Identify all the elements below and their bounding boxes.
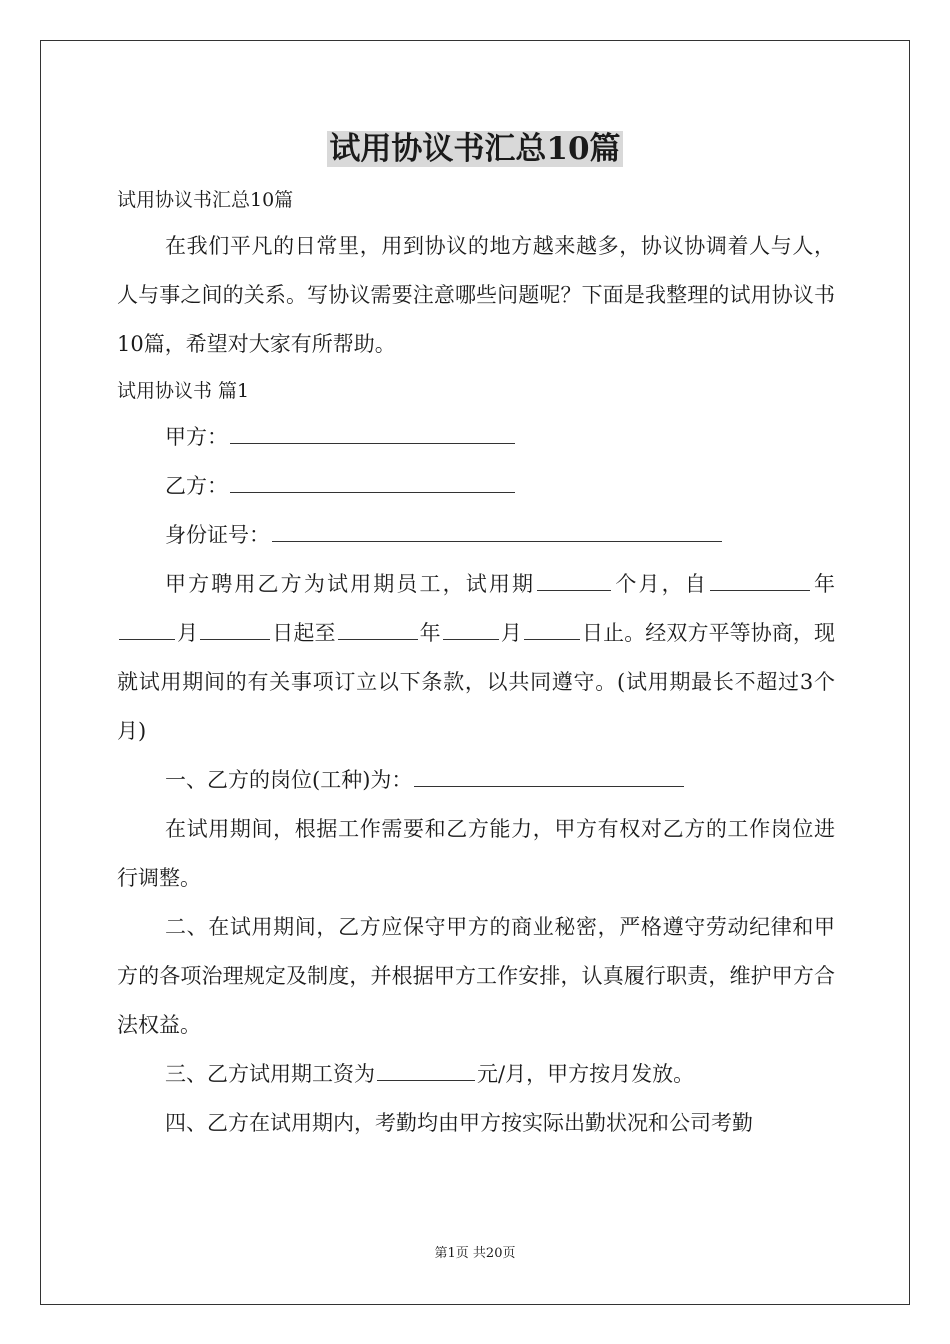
clause-3-line	[117, 1050, 835, 1099]
clause-4-paragraph: 四、乙方在试用期内，考勤均由甲方按实际出勤状况和公司考勤	[165, 1111, 753, 1135]
clause-2-paragraph: 二、在试用期间，乙方应保守甲方的商业秘密，严格遵守劳动纪律和甲方的各项治理规定及制度，并根据甲方工作安排，认真履行职责，维护甲方合法权益。	[117, 915, 835, 1037]
page-number: 第1页 共20页	[434, 1246, 516, 1261]
trial-months-field[interactable]	[537, 568, 611, 591]
position-field[interactable]	[414, 764, 684, 787]
start-year-field[interactable]	[710, 568, 810, 591]
section-heading: 试用协议书 篇1	[117, 380, 250, 402]
end-day-field[interactable]	[524, 617, 580, 640]
clause-1-line	[117, 756, 835, 805]
employment-paragraph	[117, 560, 835, 756]
employ-text-8: 日止。经双方平等协商，现就试用期间的有关事项订立以下条款，以共同遵守。(试用期最长不超过3个月)	[117, 621, 836, 743]
employ-text-2: 个月，自	[613, 572, 708, 596]
employ-text-7: 月	[500, 621, 522, 645]
party-a-label: 甲方：	[165, 425, 228, 449]
end-month-field[interactable]	[443, 617, 499, 640]
salary-field[interactable]	[377, 1058, 475, 1081]
document-title	[0, 127, 950, 171]
employ-text-6: 年	[419, 621, 441, 645]
start-day-field[interactable]	[200, 617, 270, 640]
party-a-line	[117, 413, 835, 462]
employ-text-1: 甲方聘用乙方为试用期员工，试用期	[165, 572, 536, 596]
party-b-field[interactable]	[230, 470, 515, 493]
party-b-line	[117, 462, 835, 511]
clause-3-text-a: 三、乙方试用期工资为	[165, 1062, 375, 1086]
end-year-field[interactable]	[338, 617, 418, 640]
start-month-field[interactable]	[119, 617, 175, 640]
clause-1-label: 一、乙方的岗位(工种)为：	[165, 768, 413, 792]
intro-paragraph: 在我们平凡的日常里，用到协议的地方越来越多，协议协调着人与人，人与事之间的关系。写协议需要注意哪些问题呢？下面是我整理的试用协议书10篇，希望对大家有所帮助。	[117, 234, 835, 356]
clause-1-detail: 在试用期间，根据工作需要和乙方能力，甲方有权对乙方的工作岗位进行调整。	[117, 817, 835, 890]
id-number-label: 身份证号：	[165, 523, 270, 547]
page-footer	[0, 1244, 950, 1264]
party-a-field[interactable]	[230, 421, 515, 444]
party-b-label: 乙方：	[165, 474, 228, 498]
document-body	[117, 178, 835, 1148]
employ-text-4: 月	[177, 621, 199, 645]
id-number-line	[117, 511, 835, 560]
clause-3-text-b: 元/月，甲方按月发放。	[477, 1062, 695, 1086]
subtitle: 试用协议书汇总10篇	[117, 189, 294, 211]
employ-text-5: 日起至	[272, 621, 336, 645]
id-number-field[interactable]	[272, 519, 722, 542]
employ-text-3: 年	[811, 572, 836, 596]
document-title-text: 试用协议书汇总10篇	[329, 131, 621, 167]
